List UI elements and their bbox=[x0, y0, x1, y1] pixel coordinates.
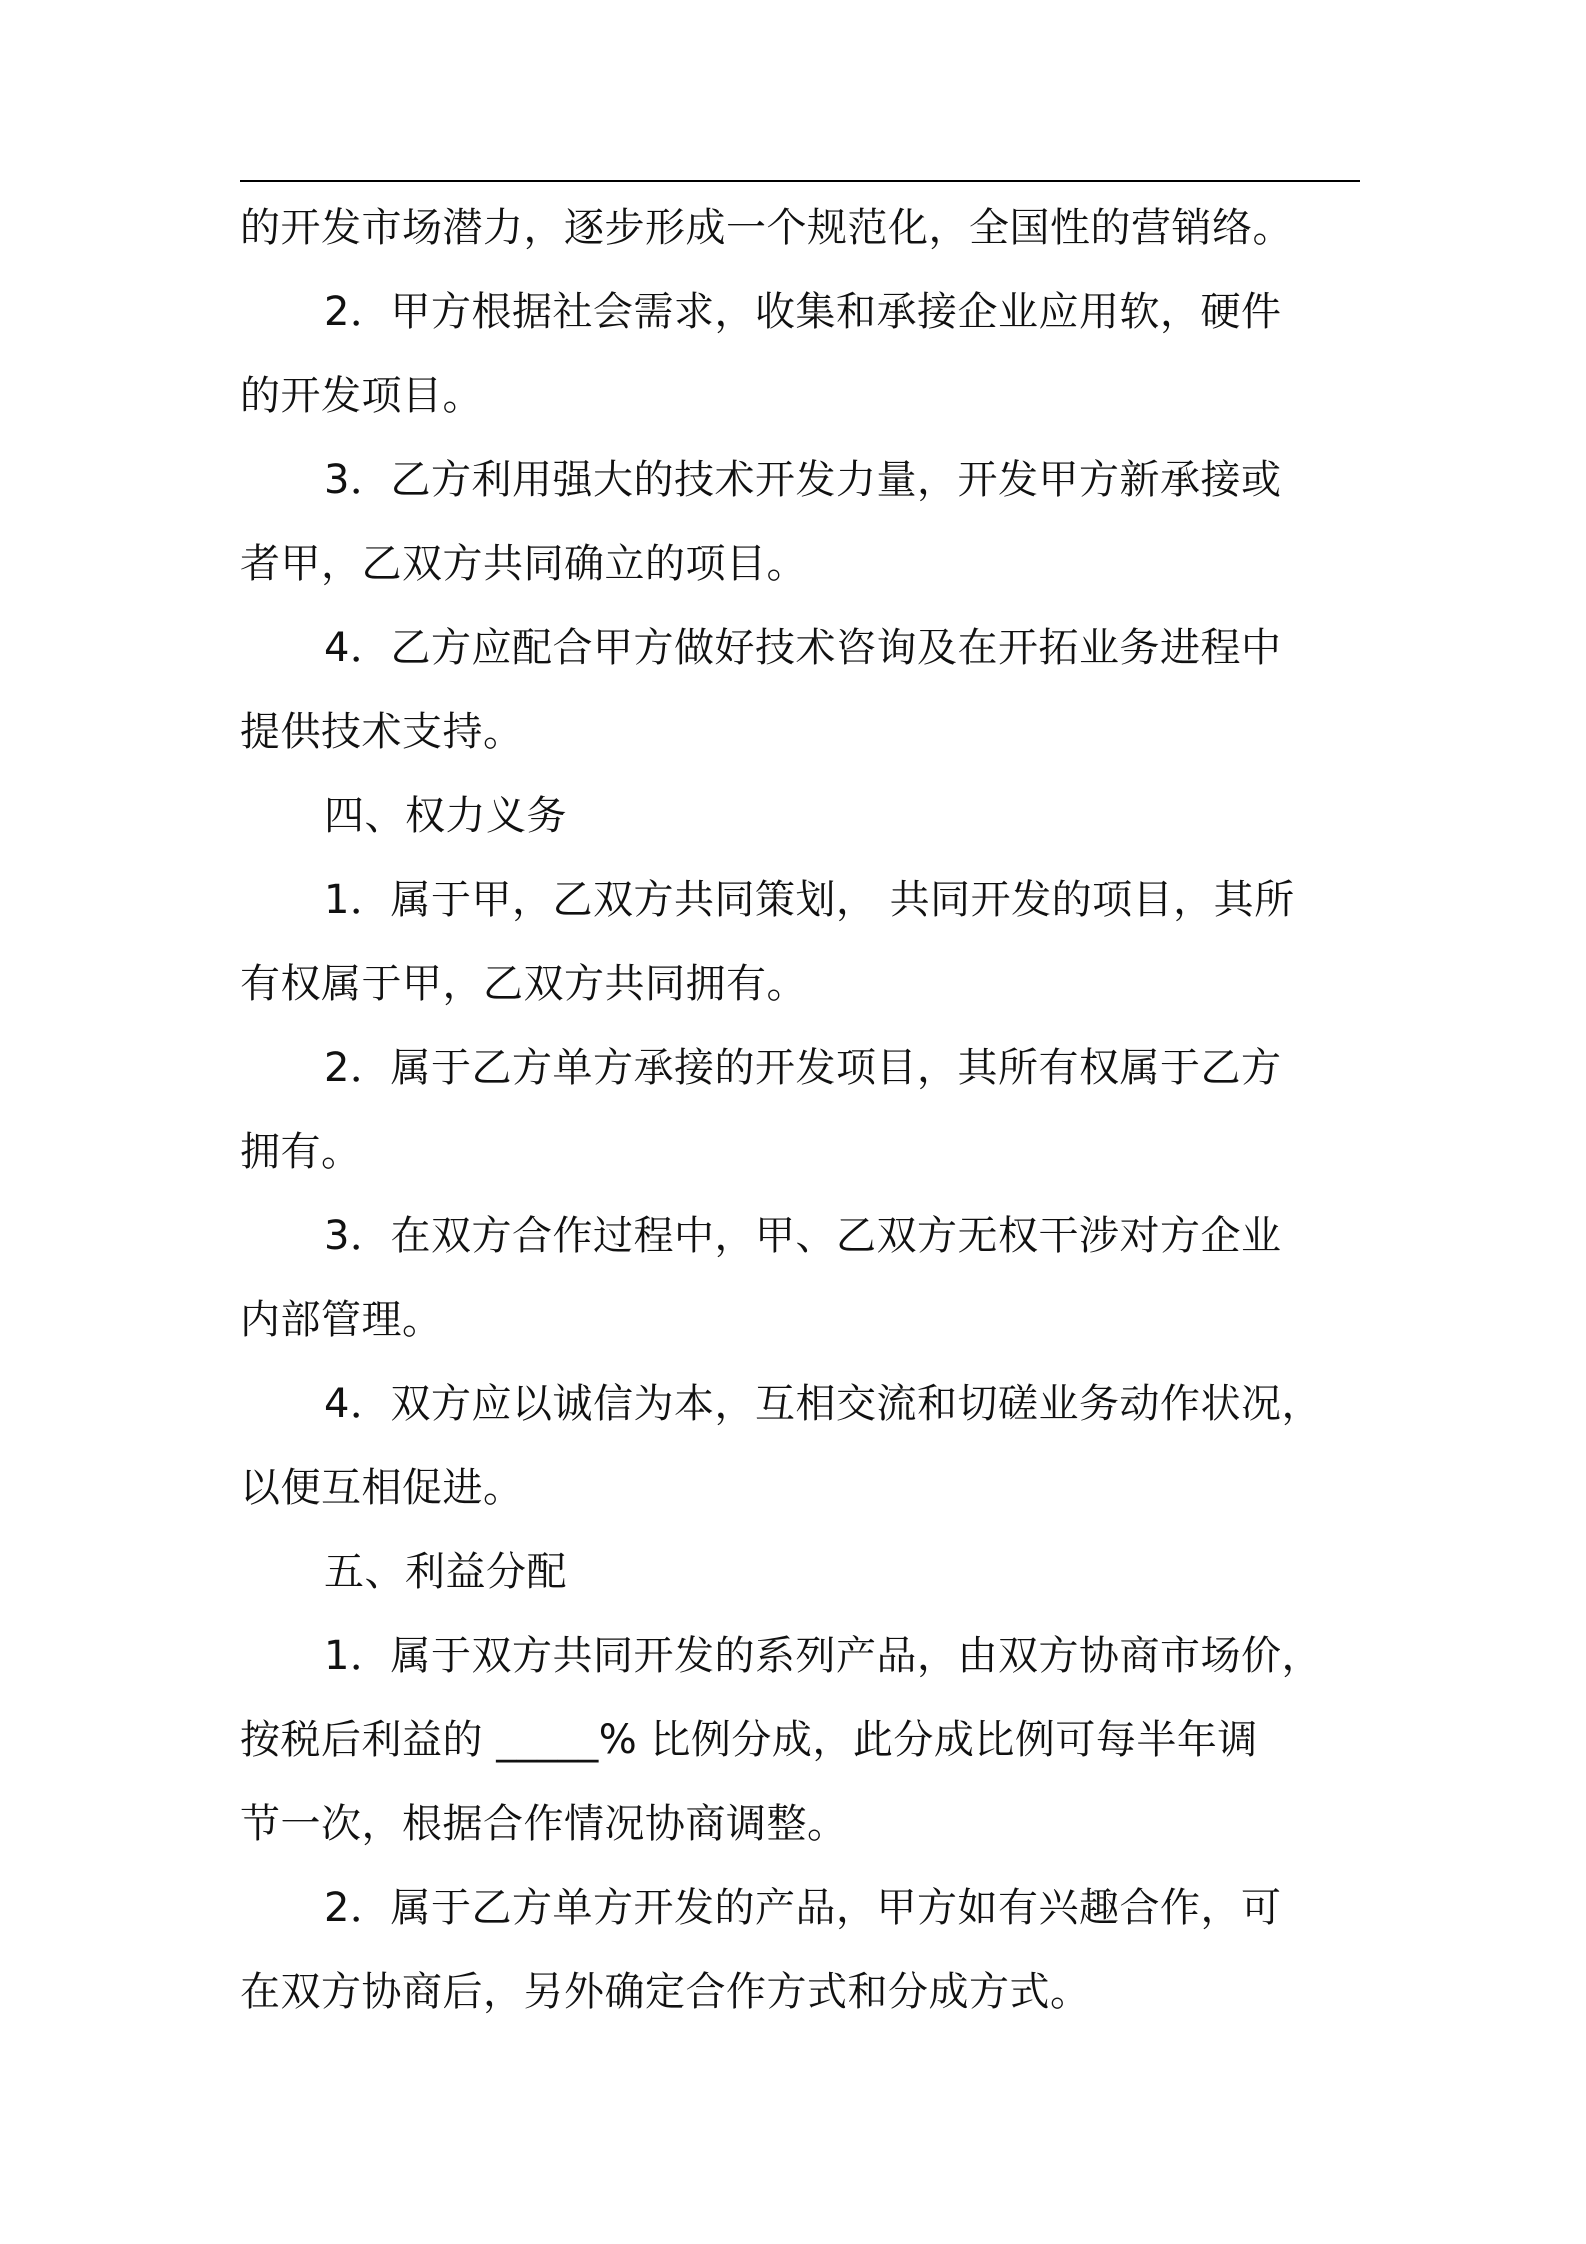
text-line-6: 4．乙方应配合甲方做好技术咨询及在开拓业务进程中 bbox=[324, 625, 1282, 671]
text-line-16: 以便互相促进。 bbox=[240, 1465, 524, 1511]
section-heading-profit-distribution: 五、利益分配 bbox=[324, 1549, 567, 1595]
text-line-22: 在双方协商后，另外确定合作方式和分成方式。 bbox=[240, 1969, 1091, 2015]
text-line-5: 者甲，乙双方共同确立的项目。 bbox=[240, 541, 807, 587]
document-body bbox=[240, 186, 1360, 2034]
text-line-2: 2．甲方根据社会需求，收集和承接企业应用软，硬件 bbox=[324, 289, 1282, 335]
text-line-11: 2．属于乙方单方承接的开发项目，其所有权属于乙方 bbox=[324, 1045, 1282, 1091]
text-line-10: 有权属于甲，乙双方共同拥有。 bbox=[240, 961, 807, 1007]
text-line-13: 3．在双方合作过程中，甲、乙双方无权干涉对方企业 bbox=[324, 1213, 1282, 1259]
text-line-4: 3．乙方利用强大的技术开发力量，开发甲方新承接或 bbox=[324, 457, 1282, 503]
text-line-14: 内部管理。 bbox=[240, 1297, 443, 1343]
text-line-12: 拥有。 bbox=[240, 1129, 362, 1175]
header-rule bbox=[240, 180, 1360, 182]
text-line-1: 的开发市场潜力，逐步形成一个规范化，全国性的营销络。 bbox=[240, 205, 1293, 251]
text-line-21: 2．属于乙方单方开发的产品，甲方如有兴趣合作，可 bbox=[324, 1885, 1282, 1931]
text-line-9: 1．属于甲，乙双方共同策划， 共同开发的项目，其所 bbox=[324, 877, 1295, 923]
text-line-3: 的开发项目。 bbox=[240, 373, 483, 419]
text-line-15: 4．双方应以诚信为本，互相交流和切磋业务动作状况， bbox=[324, 1381, 1322, 1427]
text-line-20: 节一次，根据合作情况协商调整。 bbox=[240, 1801, 848, 1847]
text-line-19: 按税后利益的 _____% 比例分成，此分成比例可每半年调 bbox=[240, 1717, 1258, 1763]
section-heading-rights-obligations: 四、权力义务 bbox=[324, 793, 567, 839]
text-line-7: 提供技术支持。 bbox=[240, 709, 524, 755]
text-line-18: 1．属于双方共同开发的系列产品，由双方协商市场价， bbox=[324, 1633, 1322, 1679]
